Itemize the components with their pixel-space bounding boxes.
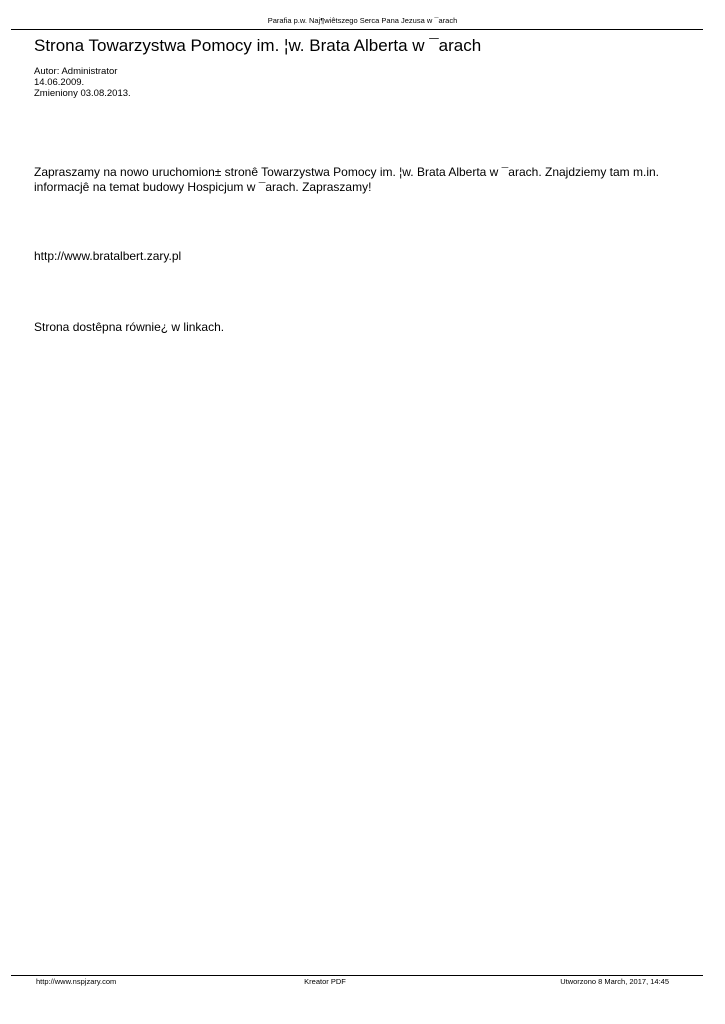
header-divider — [11, 29, 703, 30]
article-author: Autor: Administrator — [34, 66, 118, 77]
article-meta — [34, 66, 131, 99]
header-site-name: Parafia p.w. Naj¶wiêtszego Serca Pana Jezusa w ¯arach — [267, 16, 458, 25]
article-paragraph-intro: Zapraszamy na nowo uruchomion± stronê Towarzystwa Pomocy im. ¦w. Brata Alberta w ¯arach. Znajdziemy tam m.in. informacjê na temat budowy Hospicjum w ¯arach. Zapraszamy! — [34, 165, 660, 194]
footer-created-date: Utworzono 8 March, 2017, 14:45 — [560, 977, 669, 986]
article-paragraph-links-note: Strona dostêpna równie¿ w linkach. — [34, 320, 225, 334]
article-date: 14.06.2009. — [34, 77, 85, 88]
footer-site-url: http://www.nspjzary.com — [36, 977, 117, 986]
article-paragraph-url: http://www.bratalbert.zary.pl — [34, 249, 182, 263]
article-modified: Zmieniony 03.08.2013. — [34, 88, 131, 99]
footer-divider — [11, 975, 703, 976]
footer-generator: Kreator PDF — [304, 977, 346, 986]
article-title: Strona Towarzystwa Pomocy im. ¦w. Brata Alberta w ¯arach — [34, 36, 482, 55]
